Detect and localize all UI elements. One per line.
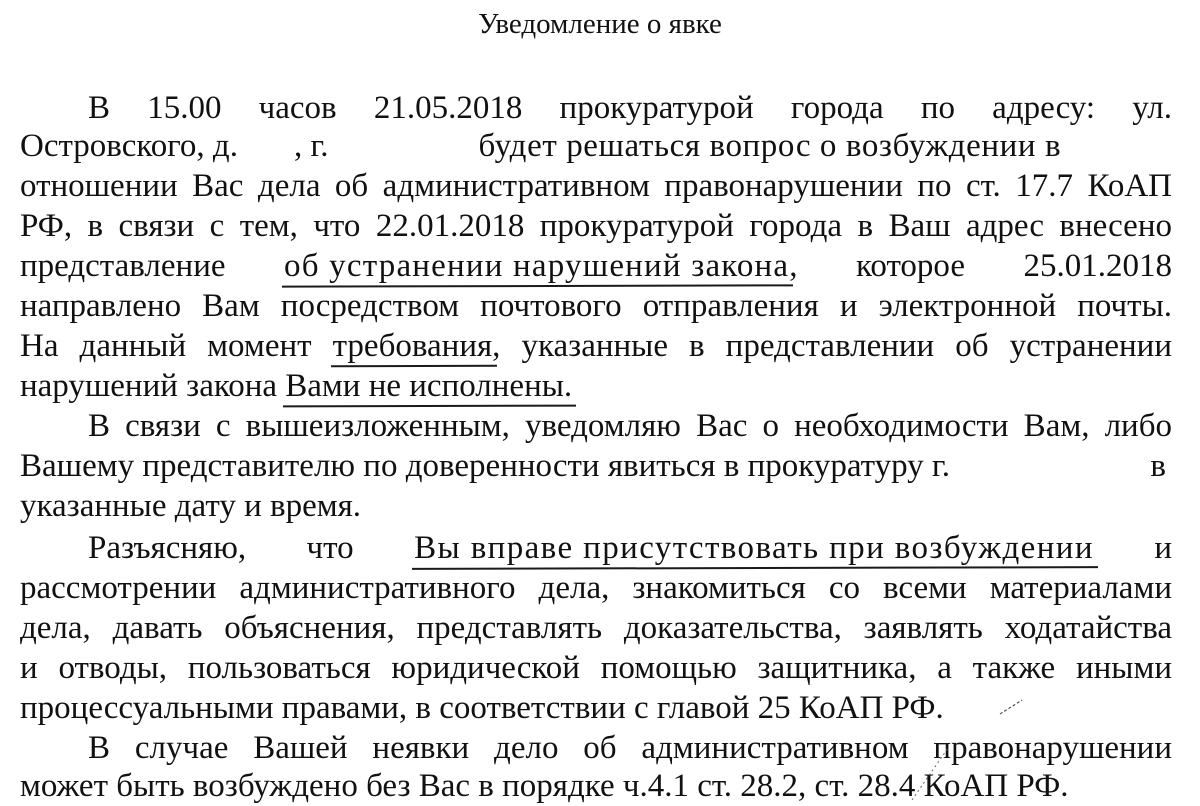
text-fragment: Островского, д. [20,128,238,164]
text-fragment: в [1150,448,1166,484]
paragraph-line [20,568,1172,608]
text-fragment: отношении Вас дела об административном правонарушении по ст. 17.7 КоАП [20,168,1172,204]
text-fragment: , которое 25.01.2018 [789,248,1172,284]
text-fragment: В случае Вашей неявки дело об административном правонарушении [88,730,1172,766]
underlined-phrase: Вы вправе присутствовать при возбуждении [414,530,1094,566]
text-fragment: по адресу: ул. [920,90,1172,126]
text-fragment: направлено Вам посредством почтового отправления и электронной почты. [20,288,1172,324]
text-fragment: Вашему представителю по доверенности явиться в прокуратуру г. [20,448,950,484]
paragraph-line [20,688,1172,728]
paragraph-line [88,88,1172,128]
text-fragment: В 15.00 часов 21.05.2018 прокуратурой города [88,90,884,126]
text-fragment: и отводы, пользоваться юридической помощью защитника, а также иными [20,650,1172,686]
text-fragment: Разъясняю, что [88,530,354,566]
paragraph-line [88,528,1172,568]
paragraph-line [20,206,1172,246]
text-fragment: процессуальными правами, в соответствии с главой 25 КоАП РФ. [20,690,944,726]
text-fragment: будет решаться вопрос о возбуждении в [478,128,1062,164]
paragraph-line [20,366,1172,406]
text-fragment: указанные дату и время. [20,488,362,524]
paragraph-line [20,286,1172,326]
text-fragment: рассмотрении административного дела, знакомиться со всеми материалами [20,570,1172,606]
underlined-phrase: об устранении нарушений закона [284,248,790,284]
text-fragment: , указанные в представлении об устранении [492,328,1172,364]
paragraph-line [20,446,1172,486]
text-fragment: В связи с вышеизложенным, уведомляю Вас о необходимости Вам, либо [88,408,1172,444]
paragraph-line [20,648,1172,688]
paragraph-line [20,766,1172,806]
text-fragment: нарушений закона [20,368,278,404]
paragraph-line [20,246,1172,286]
text-fragment: может быть возбуждено без Вас в порядке ч.4.1 ст. 28.2, ст. 28.4 КоАП РФ. [20,768,1069,804]
paragraph-line [88,728,1172,768]
document-title: Уведомление о явке [478,8,722,40]
text-fragment: и [1154,530,1172,566]
paragraph-line [20,608,1172,648]
text-fragment: РФ, в связи с тем, что 22.01.2018 прокуратурой города в Ваш адрес внесено [20,208,1172,244]
text-fragment: представление [20,248,226,284]
text-fragment: На данный момент [20,328,312,364]
underlined-phrase: Вами не исполнены. [285,368,573,404]
paragraph-line [20,126,1172,166]
paragraph-line [20,486,1172,526]
text-fragment: , г. [293,128,329,164]
underlined-phrase: требования [332,328,493,364]
paragraph-line [20,166,1172,206]
paragraph-line [20,326,1172,366]
text-fragment: дела, давать объяснения, представлять доказательства, заявлять ходатайства [20,610,1172,646]
paragraph-line [88,406,1172,446]
